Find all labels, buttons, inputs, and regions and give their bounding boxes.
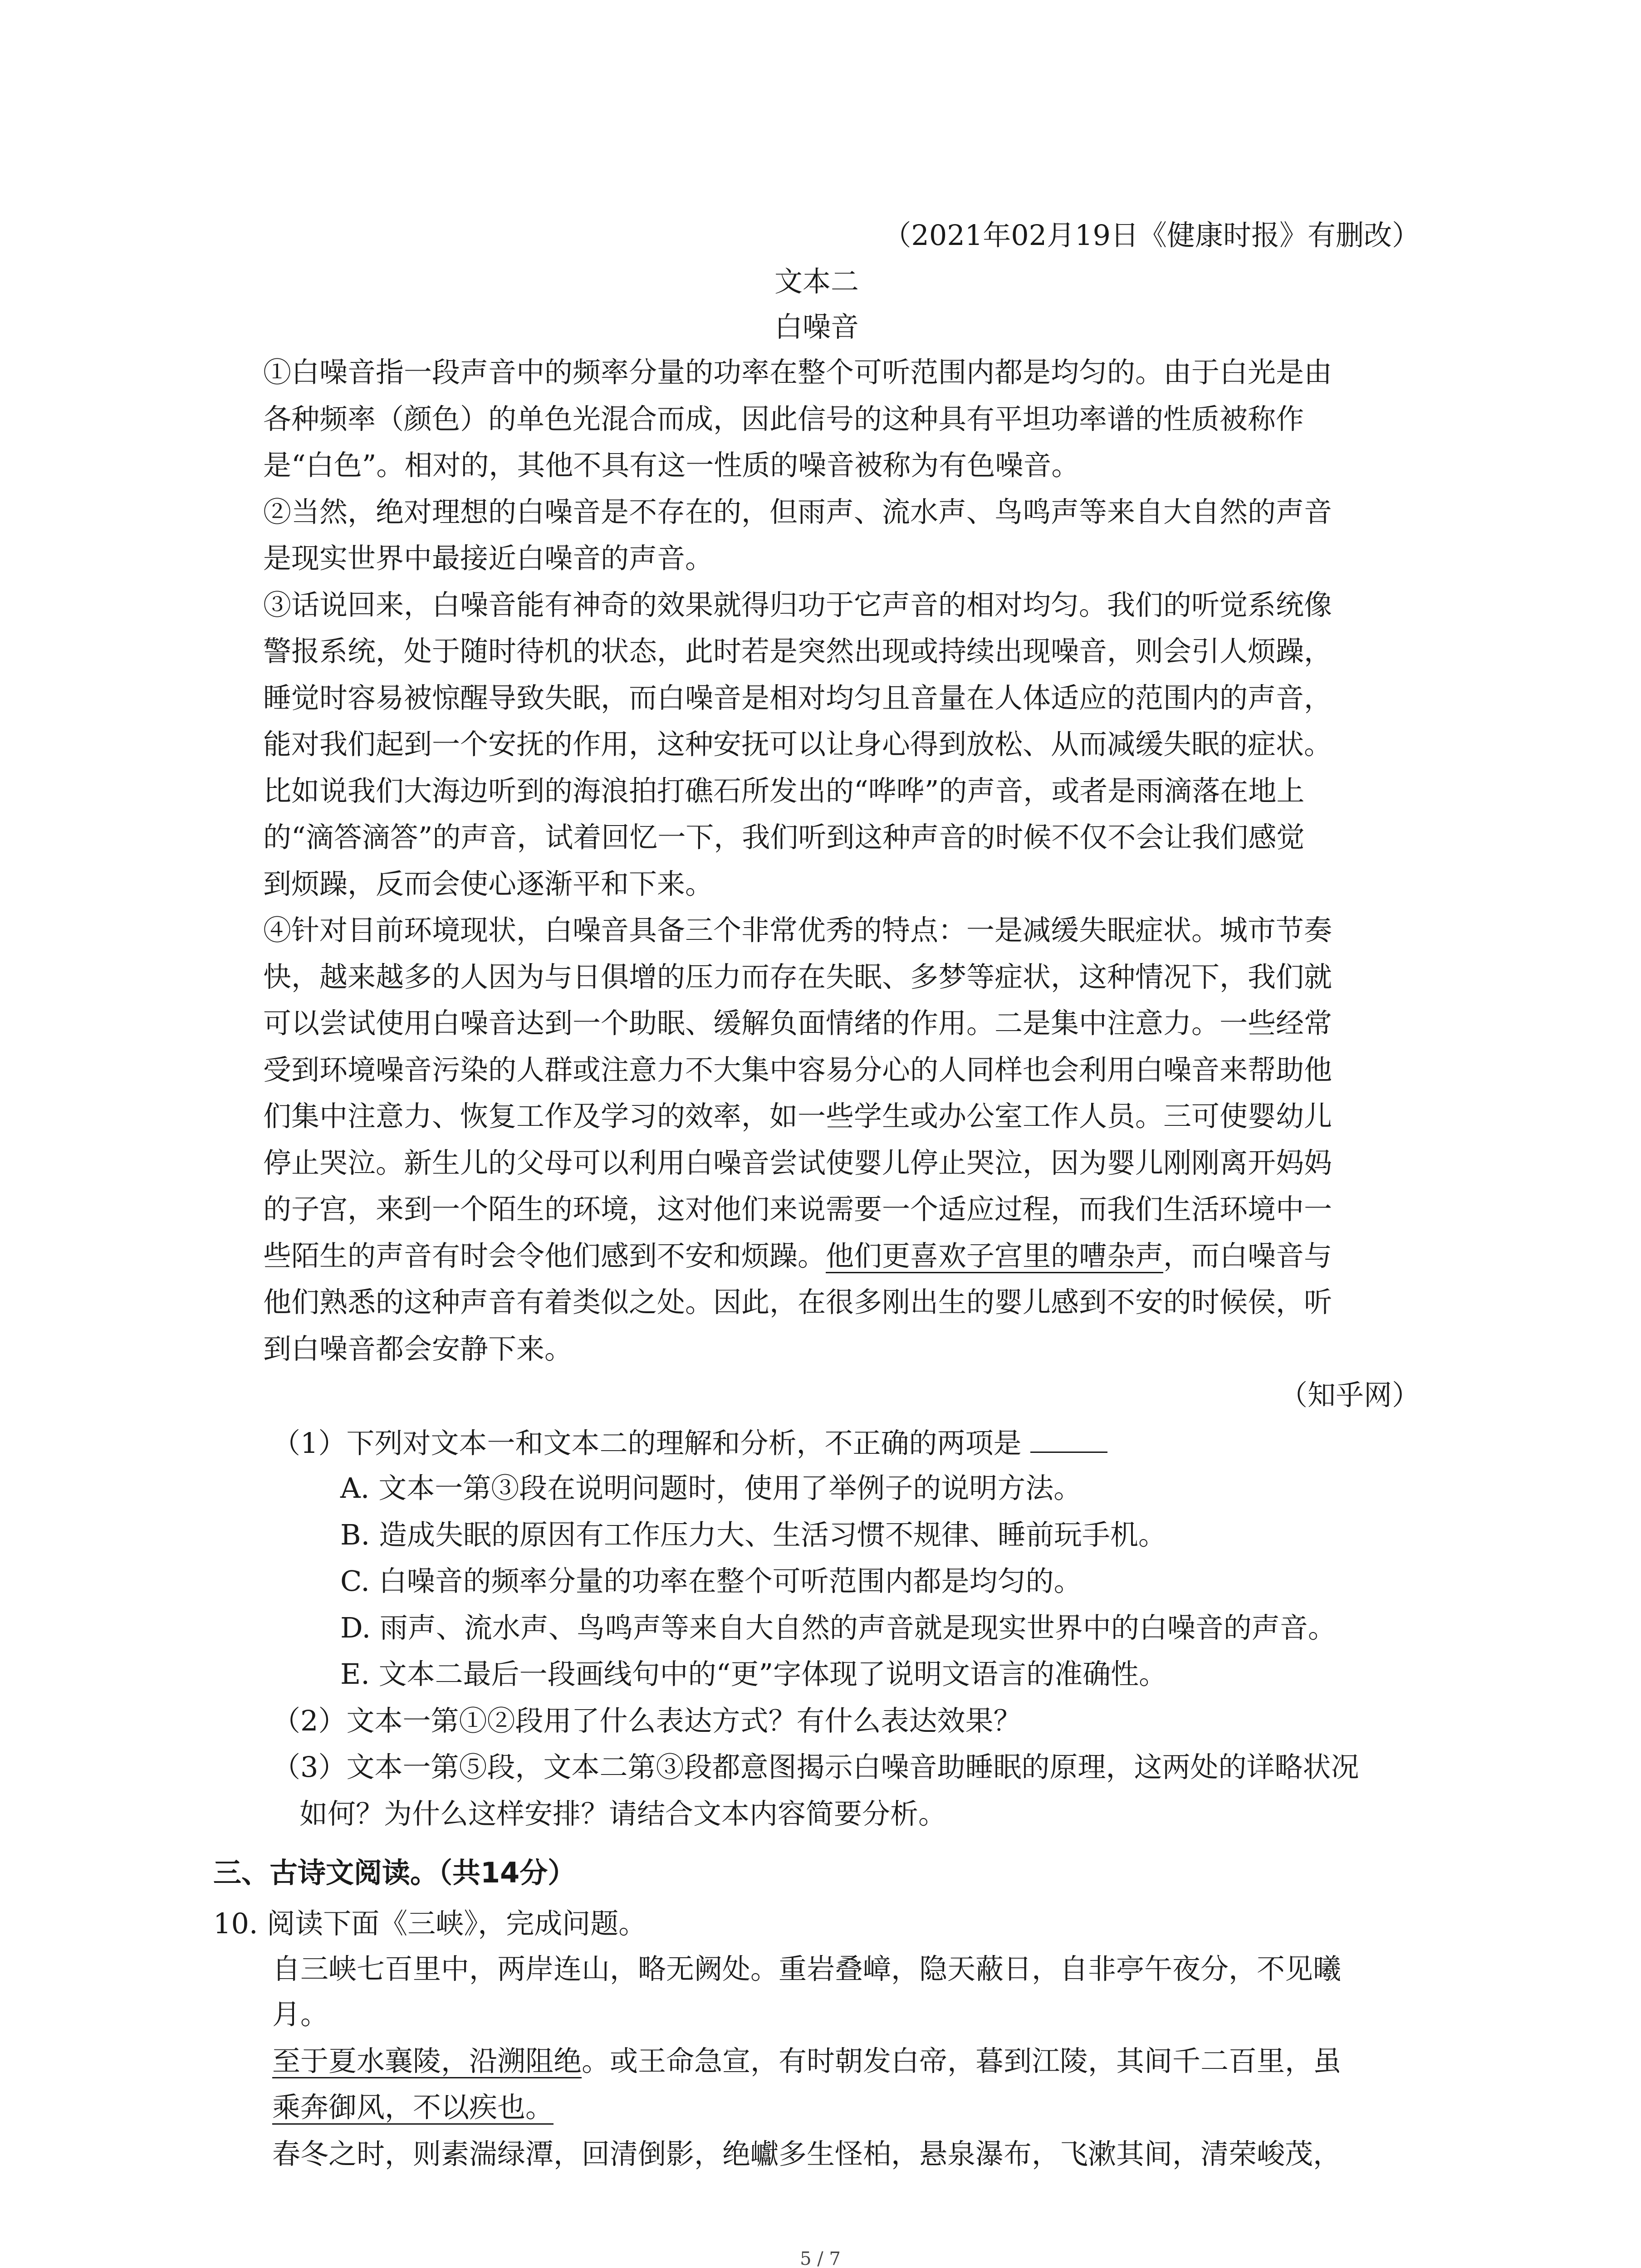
option-c: C. 白噪音的频率分量的功率在整个可听范围内都是均匀的。 [340, 1564, 1082, 1598]
question-10: 10. 阅读下面《三峡》，完成问题。 [213, 1907, 647, 1940]
sanxia-p2-rest: 。或王命急宣，有时朝发白帝，暮到江陵，其间千二百里，虽 [582, 2044, 1342, 2077]
option-b: B. 造成失眠的原因有工作压力大、生活习惯不规律、睡前玩手机。 [340, 1518, 1166, 1551]
p1-line-2: 各种频率（颜色）的单色光混合而成，因此信号的这种具有平坦功率谱的性质被称作 [263, 402, 1304, 435]
p4-line-6: 停止哭泣。新生儿的父母可以利用白噪音尝试使婴儿停止哭泣，因为婴儿刚刚离开妈妈 [263, 1146, 1332, 1179]
p4-line-3: 可以尝试使用白噪音达到一个助眠、缓解负面情绪的作用。二是集中注意力。一些经常 [263, 1007, 1332, 1040]
p3-line-4: 能对我们起到一个安抚的作用，这种安抚可以让身心得到放松、从而减缓失眠的症状。 [263, 728, 1332, 761]
page-number: 5 / 7 [800, 2248, 841, 2268]
option-e: E. 文本二最后一段画线句中的“更”字体现了说明文语言的准确性。 [340, 1657, 1167, 1691]
p2-line-2: 是现实世界中最接近白噪音的声音。 [263, 542, 714, 575]
sanxia-p3-line-1: 春冬之时，则素湍绿潭，回清倒影，绝巘多生怪柏，悬泉瀑布，飞漱其间，清荣峻茂， [272, 2137, 1342, 2170]
option-a: A. 文本一第③段在说明问题时，使用了举例子的说明方法。 [340, 1471, 1082, 1505]
p4-line-8 [263, 1239, 1332, 1272]
p3-line-2: 警报系统，处于随时待机的状态，此时若是突然出现或持续出现噪音，则会引人烦躁， [263, 635, 1332, 668]
p4-line-8-post: ，而白噪音与 [1163, 1239, 1332, 1272]
p4-line-8-pre: 些陌生的声音有时会令他们感到不安和烦躁。 [263, 1239, 826, 1272]
p4-line-10: 到白噪音都会安静下来。 [263, 1332, 573, 1365]
sanxia-p1-line-2: 月。 [272, 1998, 329, 2031]
p3-line-7: 到烦躁，反而会使心逐渐平和下来。 [263, 867, 714, 900]
text2-label: 文本二 [774, 265, 859, 298]
p3-line-6: 的“滴答滴答”的声音，试着回忆一下，我们听到这种声音的时候不仅不会让我们感觉 [263, 821, 1305, 854]
question-2: （2）文本一第①②段用了什么表达方式？有什么表达效果？ [272, 1704, 1022, 1737]
p4-line-1: ④针对目前环境现状，白噪音具备三个非常优秀的特点：一是减缓失眠症状。城市节奏 [263, 914, 1332, 947]
p4-line-9: 他们熟悉的这种声音有着类似之处。因此，在很多刚出生的婴儿感到不安的时候侯，听 [263, 1286, 1332, 1319]
question-1 [272, 1427, 1107, 1460]
text2-title: 白噪音 [774, 310, 859, 343]
p4-line-5: 们集中注意力、恢复工作及学习的效率，如一些学生或办公室工作人员。三可使婴幼儿 [263, 1100, 1332, 1133]
p1-line-3: 是“白色”。相对的，其他不具有这一性质的噪音被称为有色噪音。 [263, 449, 1080, 482]
p3-line-1: ③话说回来，白噪音能有神奇的效果就得归功于它声音的相对均匀。我们的听觉系统像 [263, 588, 1332, 621]
source-citation-1: （2021年02月19日《健康时报》有删改） [883, 219, 1420, 252]
option-d: D. 雨声、流水声、鸟鸣声等来自大自然的声音就是现实世界中的白噪音的声音。 [340, 1611, 1336, 1644]
sanxia-underlined-phrase: 至于夏水襄陵，沿溯阻绝 [272, 2044, 582, 2077]
sanxia-p1-line-1: 自三峡七百里中，两岸连山，略无阙处。重岩叠嶂，隐天蔽日，自非亭午夜分，不见曦 [272, 1952, 1342, 1985]
sanxia-p2-line-2 [272, 2091, 554, 2124]
section-heading: 三、古诗文阅读。（共14分） [213, 1856, 576, 1889]
question-1-text: （1）下列对文本一和文本二的理解和分析，不正确的两项是 [272, 1427, 1022, 1460]
question-3-line-2: 如何？为什么这样安排？请结合文本内容简要分析。 [299, 1797, 947, 1830]
p4-line-7: 的子宫，来到一个陌生的环境，这对他们来说需要一个适应过程，而我们生活环境中一 [263, 1193, 1332, 1226]
sanxia-p2-line-2-text: 乘奔御风，不以疾也。 [272, 2091, 554, 2124]
p3-line-3: 睡觉时容易被惊醒导致失眠，而白噪音是相对均匀且音量在人体适应的范围内的声音， [263, 681, 1332, 714]
question-3-line-1: （3）文本一第⑤段，文本二第③段都意图揭示白噪音助睡眠的原理，这两处的详略状况 [272, 1750, 1359, 1784]
p3-line-5: 比如说我们大海边听到的海浪拍打礁石所发出的“哗哗”的声音，或者是雨滴落在地上 [263, 774, 1305, 807]
p2-line-1: ②当然，绝对理想的白噪音是不存在的，但雨声、流水声、鸟鸣声等来自大自然的声音 [263, 495, 1332, 528]
p4-line-2: 快，越来越多的人因为与日俱增的压力而存在失眠、多梦等症状，这种情况下，我们就 [263, 960, 1332, 993]
underlined-sentence: 他们更喜欢子宫里的嘈杂声 [826, 1239, 1164, 1272]
sanxia-p2-line-1 [272, 2044, 1342, 2077]
p4-line-4: 受到环境噪音污染的人群或注意力不大集中容易分心的人同样也会利用白噪音来帮助他 [263, 1053, 1332, 1086]
source-citation-2: （知乎网） [1279, 1378, 1420, 1412]
answer-blank [1030, 1428, 1107, 1453]
p1-line-1: ①白噪音指一段声音中的频率分量的功率在整个可听范围内都是均匀的。由于白光是由 [263, 356, 1332, 389]
